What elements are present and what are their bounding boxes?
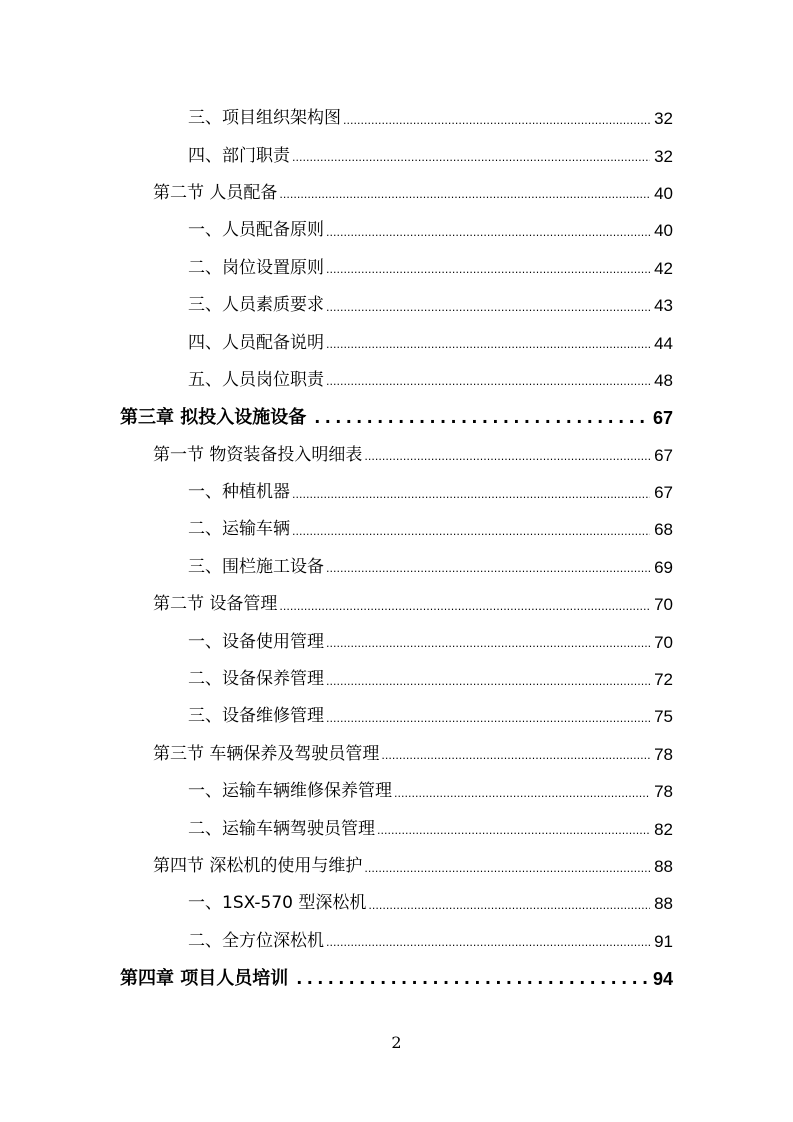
toc-entry-page: 91	[654, 931, 673, 951]
toc-entry-page: 40	[654, 183, 673, 203]
dot-leader	[279, 186, 650, 204]
toc-entry-page: 40	[654, 221, 673, 241]
toc-entry-page: 48	[654, 370, 673, 390]
toc-chapter-entry[interactable]	[120, 960, 673, 997]
toc-entry-title: 三、项目组织架构图	[188, 108, 341, 129]
dot-leader	[326, 635, 650, 653]
toc-entry-page: 32	[654, 109, 673, 129]
dot-leader	[364, 860, 650, 878]
toc-entry-title: 第三节 车辆保养及驾驶员管理	[153, 743, 380, 764]
toc-entry[interactable]	[188, 549, 673, 586]
dot-leader	[292, 523, 650, 541]
toc-entry-page: 68	[654, 520, 673, 540]
toc-entry-page: 43	[654, 296, 673, 316]
toc-entry-title: 一、1SX-570 型深松机	[188, 893, 367, 914]
toc-entry-title: 二、岗位设置原则	[188, 257, 324, 278]
toc-entry-title: 一、运输车辆维修保养管理	[188, 781, 392, 802]
toc-entry[interactable]	[188, 698, 673, 735]
dot-leader	[394, 785, 650, 803]
toc-entry-title: 二、全方位深松机	[188, 930, 324, 951]
toc-entry-title: 第二节 设备管理	[153, 594, 278, 615]
toc-entry[interactable]	[188, 511, 673, 548]
toc-entry-title: 五、人员岗位职责	[188, 369, 324, 390]
toc-entry-page: 70	[654, 595, 673, 615]
dot-leader	[377, 822, 650, 840]
dot-leader	[326, 373, 650, 391]
dot-leader	[326, 336, 650, 354]
toc-entry-title: 四、人员配备说明	[188, 332, 324, 353]
toc-entry-page: 78	[654, 782, 673, 802]
toc-entry-page: 44	[654, 333, 673, 353]
toc-entry-title: 第三章 拟投入设施设备	[120, 406, 307, 428]
dot-leader	[296, 971, 649, 991]
table-of-contents	[0, 100, 793, 997]
toc-entry-page: 88	[654, 857, 673, 876]
toc-section-entry[interactable]	[153, 736, 673, 773]
dot-leader	[326, 299, 650, 317]
toc-section-entry[interactable]	[153, 175, 673, 212]
toc-entry-page: 75	[654, 707, 673, 727]
dot-leader	[292, 149, 650, 167]
toc-entry-page: 70	[654, 632, 673, 652]
toc-entry-page: 82	[654, 819, 673, 839]
dot-leader	[368, 897, 650, 915]
dot-leader	[364, 448, 650, 466]
toc-entry[interactable]	[188, 474, 673, 511]
toc-entry[interactable]	[188, 212, 673, 249]
dot-leader	[326, 673, 650, 691]
dot-leader	[326, 560, 650, 578]
dot-leader	[326, 261, 650, 279]
toc-entry[interactable]	[188, 885, 673, 922]
toc-entry-page: 42	[654, 258, 673, 278]
toc-entry[interactable]	[188, 100, 673, 137]
toc-entry[interactable]	[188, 773, 673, 810]
toc-entry-title: 第二节 人员配备	[153, 182, 278, 203]
toc-entry-page: 67	[654, 445, 673, 465]
dot-leader	[292, 486, 650, 504]
toc-chapter-entry[interactable]	[120, 399, 673, 436]
dot-leader	[326, 710, 650, 728]
page-number: 2	[391, 1033, 402, 1052]
toc-entry-page: 32	[654, 146, 673, 166]
toc-entry-title: 二、运输车辆驾驶员管理	[188, 818, 375, 839]
dot-leader	[326, 224, 650, 242]
dot-leader	[314, 410, 649, 430]
toc-entry-title: 三、人员素质要求	[188, 295, 324, 316]
toc-entry[interactable]	[188, 923, 673, 960]
toc-entry[interactable]	[188, 287, 673, 324]
toc-entry-page: 67	[652, 407, 673, 428]
toc-entry-title: 第四节 深松机的使用与维护	[153, 856, 363, 876]
toc-entry-title: 三、设备维修管理	[188, 706, 324, 727]
dot-leader	[381, 747, 650, 765]
toc-entry-title: 第一节 物资装备投入明细表	[153, 444, 363, 465]
toc-entry[interactable]	[188, 250, 673, 287]
toc-entry-page: 67	[654, 483, 673, 503]
toc-entry-title: 一、设备使用管理	[188, 631, 324, 652]
dot-leader	[343, 112, 650, 130]
toc-entry[interactable]	[188, 810, 673, 847]
toc-entry-page: 88	[654, 894, 673, 914]
dot-leader	[326, 934, 650, 952]
toc-entry-title: 二、运输车辆	[188, 519, 290, 540]
toc-section-entry[interactable]	[153, 848, 673, 885]
toc-section-entry[interactable]	[153, 586, 673, 623]
toc-entry[interactable]	[188, 137, 673, 174]
toc-entry[interactable]	[188, 324, 673, 361]
toc-entry-page: 69	[654, 557, 673, 577]
toc-section-entry[interactable]	[153, 437, 673, 474]
toc-entry-page: 94	[652, 968, 673, 989]
toc-entry[interactable]	[188, 661, 673, 698]
toc-entry-title: 一、种植机器	[188, 482, 290, 503]
toc-entry-page: 78	[654, 744, 673, 764]
toc-entry-title: 三、围栏施工设备	[188, 556, 324, 577]
toc-entry-page: 72	[654, 670, 673, 690]
toc-entry-title: 第四章 项目人员培训	[120, 967, 289, 989]
toc-entry-title: 一、人员配备原则	[188, 220, 324, 241]
dot-leader	[279, 598, 650, 616]
toc-entry-title: 二、设备保养管理	[188, 669, 324, 690]
toc-entry-title: 四、部门职责	[188, 145, 290, 166]
toc-entry[interactable]	[188, 362, 673, 399]
toc-entry[interactable]	[188, 623, 673, 660]
